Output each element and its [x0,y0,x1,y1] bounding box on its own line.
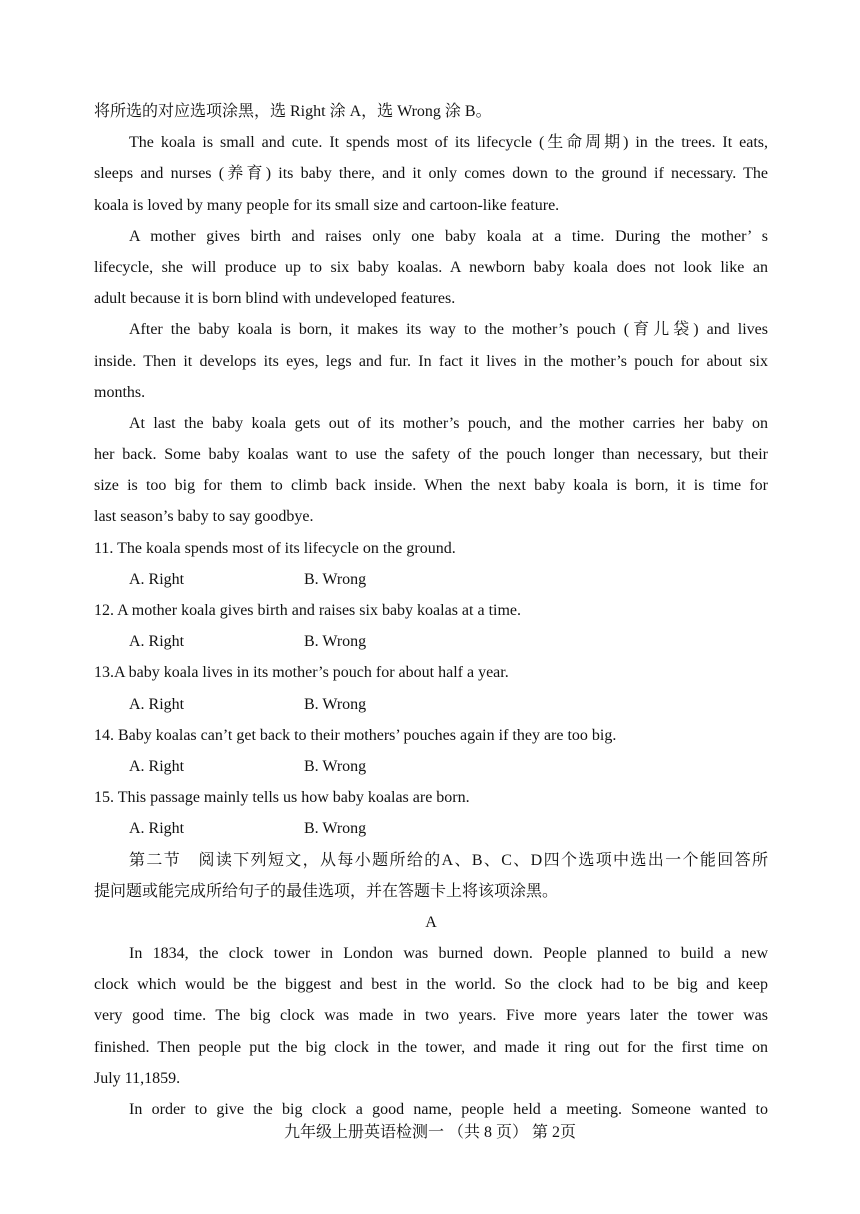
option-b: B. Wrong [304,757,367,775]
page-footer: 九年级上册英语检测一 （共 8 页） 第 2页 [283,1124,576,1141]
option-a: A. Right [129,820,185,838]
passage-line: clock which would be the biggest and best in the world. So the clock had to be big and keep [94,976,768,994]
passage-line: The koala is small and cute. It spends most of its lifecycle (生命周期) in the trees. It eats, [129,134,768,152]
passage-line: finished. Then people put the big clock in the tower, and made it ring out for the first time on [94,1038,768,1056]
option-b: B. Wrong [304,820,367,838]
passage-line: adult because it is born blind with undeveloped features. [94,290,456,308]
option-b: B. Wrong [304,633,367,651]
section-two-instructions [94,845,768,907]
passage-line: koala is loved by many people for its small size and cartoon-like feature. [94,196,560,214]
question-14-options [94,751,768,782]
option-a: A. Right [129,570,185,588]
passage-line: inside. Then it develops its eyes, legs and fur. In fact it lives in the mother’s pouch for about six [94,352,768,370]
passage-line: In 1834, the clock tower in London was burned down. People planned to build a new [129,945,768,963]
section-a-title: A [425,913,437,931]
option-b: B. Wrong [304,695,367,713]
passage-line: months. [94,383,146,401]
passage-line: sleeps and nurses (养育) its baby there, and it only comes down to the ground if necessary. The [94,165,768,183]
option-a: A. Right [129,757,185,775]
page-content [94,96,768,1125]
question-12-options [94,626,768,657]
option-b: B. Wrong [304,570,367,588]
passage-line: July 11,1859. [94,1069,181,1087]
option-a: A. Right [129,695,185,713]
passage-line: In order to give the big clock a good name, people held a meeting. Someone wanted to [129,1101,768,1118]
question-list [94,533,768,845]
passage-line: very good time. The big clock was made in two years. Five more years later the tower was [94,1007,768,1025]
passage-line: size is too big for them to climb back inside. When the next baby koala is born, it is time for [94,477,768,495]
passage-line: After the baby koala is born, it makes its way to the mother’s pouch (育儿袋) and lives [129,321,768,339]
question-11: 11. The koala spends most of its lifecycle on the ground. [94,539,456,557]
question-15: 15. This passage mainly tells us how baby koalas are born. [94,789,470,807]
passage-line: A mother gives birth and raises only one baby koala at a time. During the mother’ s [129,227,768,245]
instruction-text: 将所选的对应选项涂黑，选 Right 涂 A，选 Wrong 涂 B。 [94,103,492,120]
section-two-line: 提问题或能完成所给句子的最佳选项，并在答题卡上将该项涂黑。 [94,882,559,900]
passage-line: lifecycle, she will produce up to six baby koalas. A newborn baby koala does not look like an [94,258,768,276]
section-two-line: 第二节 阅读下列短文，从每小题所给的A、B、C、D四个选项中选出一个能回答所 [129,851,768,869]
question-12: 12. A mother koala gives birth and raises six baby koalas at a time. [94,602,522,619]
clock-passage [94,938,768,1125]
question-11-options [94,564,768,595]
question-14: 14. Baby koalas can’t get back to their mothers’ pouches again if they are too big. [94,726,617,744]
passage-line: last season’s baby to say goodbye. [94,508,314,526]
passage-line: her back. Some baby koalas want to use the safety of the pouch longer than necessary, but their [94,446,768,464]
option-a: A. Right [129,633,185,651]
koala-passage [94,127,768,532]
question-13-options [94,689,768,720]
question-15-options [94,813,768,844]
question-13: 13.A baby koala lives in its mother’s pouch for about half a year. [94,664,509,682]
passage-line: At last the baby koala gets out of its mother’s pouch, and the mother carries her baby on [129,414,768,432]
